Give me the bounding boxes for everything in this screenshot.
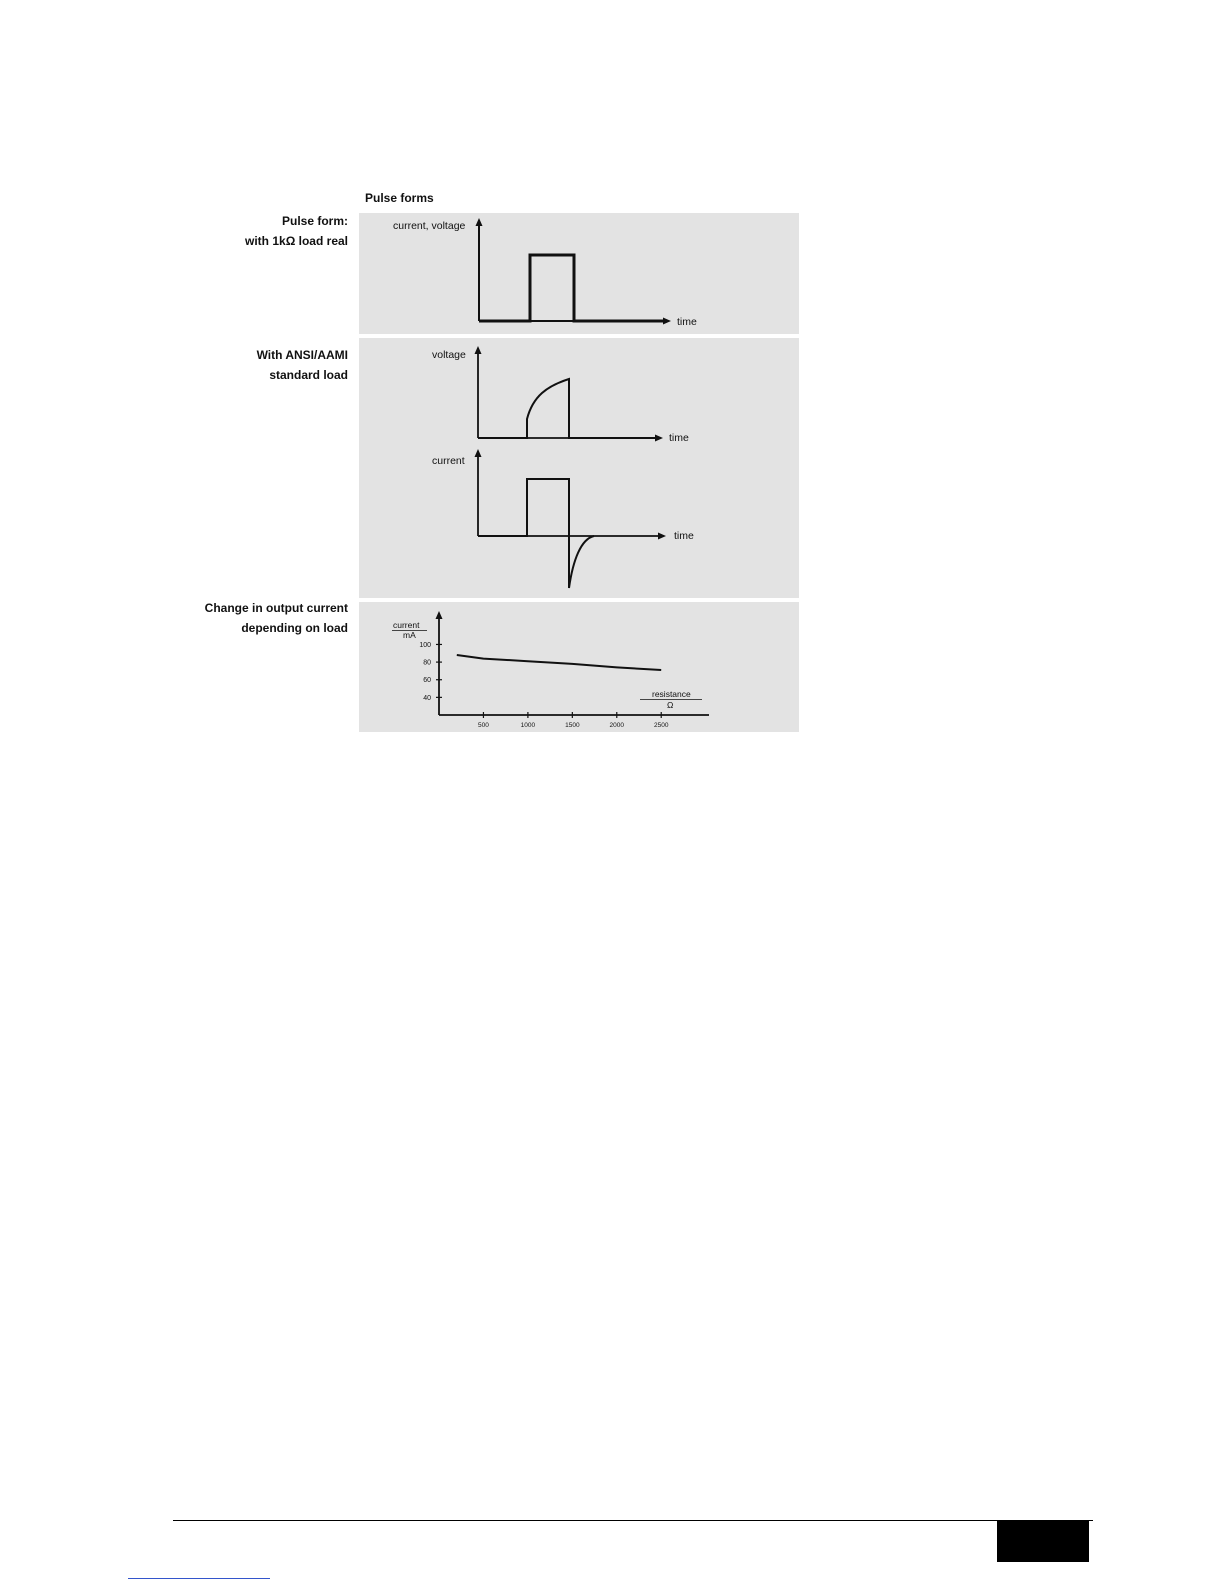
x-tick-label: 2000 bbox=[609, 722, 625, 729]
y-tick-label: 100 bbox=[419, 641, 431, 649]
voltage-x-label: time bbox=[669, 432, 689, 444]
voltage-x-axis-arrow bbox=[655, 435, 663, 442]
row-label-line: With ANSI/AAMI bbox=[256, 348, 348, 362]
current-y-axis-arrow bbox=[475, 449, 482, 457]
y-tick-label: 80 bbox=[423, 659, 431, 667]
section-heading: Pulse forms bbox=[365, 191, 434, 205]
y-unit-denominator: mA bbox=[403, 630, 416, 640]
current-x-label: time bbox=[674, 530, 694, 542]
load-chart bbox=[359, 602, 799, 732]
row-label-pulse-form bbox=[245, 211, 348, 251]
diagram-ansi-aami-waveforms bbox=[359, 338, 799, 598]
x-unit-denominator: Ω bbox=[667, 700, 674, 710]
voltage-waveform bbox=[478, 379, 655, 438]
series-line bbox=[457, 655, 661, 670]
current-x-axis-arrow bbox=[658, 533, 666, 540]
panel-output-current-chart bbox=[359, 602, 799, 732]
y-tick-label: 60 bbox=[423, 677, 431, 685]
chart-y-axis-arrow bbox=[436, 611, 443, 619]
voltage-y-label: voltage bbox=[432, 349, 466, 361]
panel-ansi-aami bbox=[359, 338, 799, 598]
y-axis-arrow bbox=[476, 218, 483, 226]
panel-pulse-form bbox=[359, 213, 799, 334]
current-waveform bbox=[478, 479, 594, 588]
footer-link-underline bbox=[128, 1578, 270, 1579]
y-axis-label: current, voltage bbox=[393, 220, 466, 232]
x-tick-label: 500 bbox=[478, 722, 489, 729]
x-tick-label: 1000 bbox=[520, 722, 536, 729]
y-tick-label: 40 bbox=[423, 694, 431, 702]
row-label-line: Pulse form: bbox=[281, 214, 348, 228]
voltage-y-axis-arrow bbox=[475, 346, 482, 354]
row-label-line: with 1kΩ load real bbox=[245, 234, 348, 248]
row-label-output-current bbox=[205, 598, 348, 638]
y-unit-numerator: current bbox=[393, 620, 420, 630]
row-label-ansi-aami bbox=[257, 345, 348, 385]
footer-rule bbox=[173, 1520, 1093, 1521]
row-label-line: Change in output current bbox=[204, 601, 348, 615]
x-tick-label: 2500 bbox=[653, 722, 669, 729]
diagram-square-pulse bbox=[359, 213, 799, 334]
current-y-label: current bbox=[432, 455, 465, 467]
row-label-line: standard load bbox=[269, 368, 348, 382]
row-label-line: depending on load bbox=[241, 621, 348, 635]
x-unit-numerator: resistance bbox=[652, 689, 691, 699]
footer-page-box bbox=[997, 1520, 1089, 1562]
x-axis-label: time bbox=[677, 316, 697, 328]
pulse-waveform bbox=[479, 255, 663, 321]
x-axis-arrow bbox=[663, 318, 671, 325]
x-tick-label: 1500 bbox=[565, 722, 580, 729]
